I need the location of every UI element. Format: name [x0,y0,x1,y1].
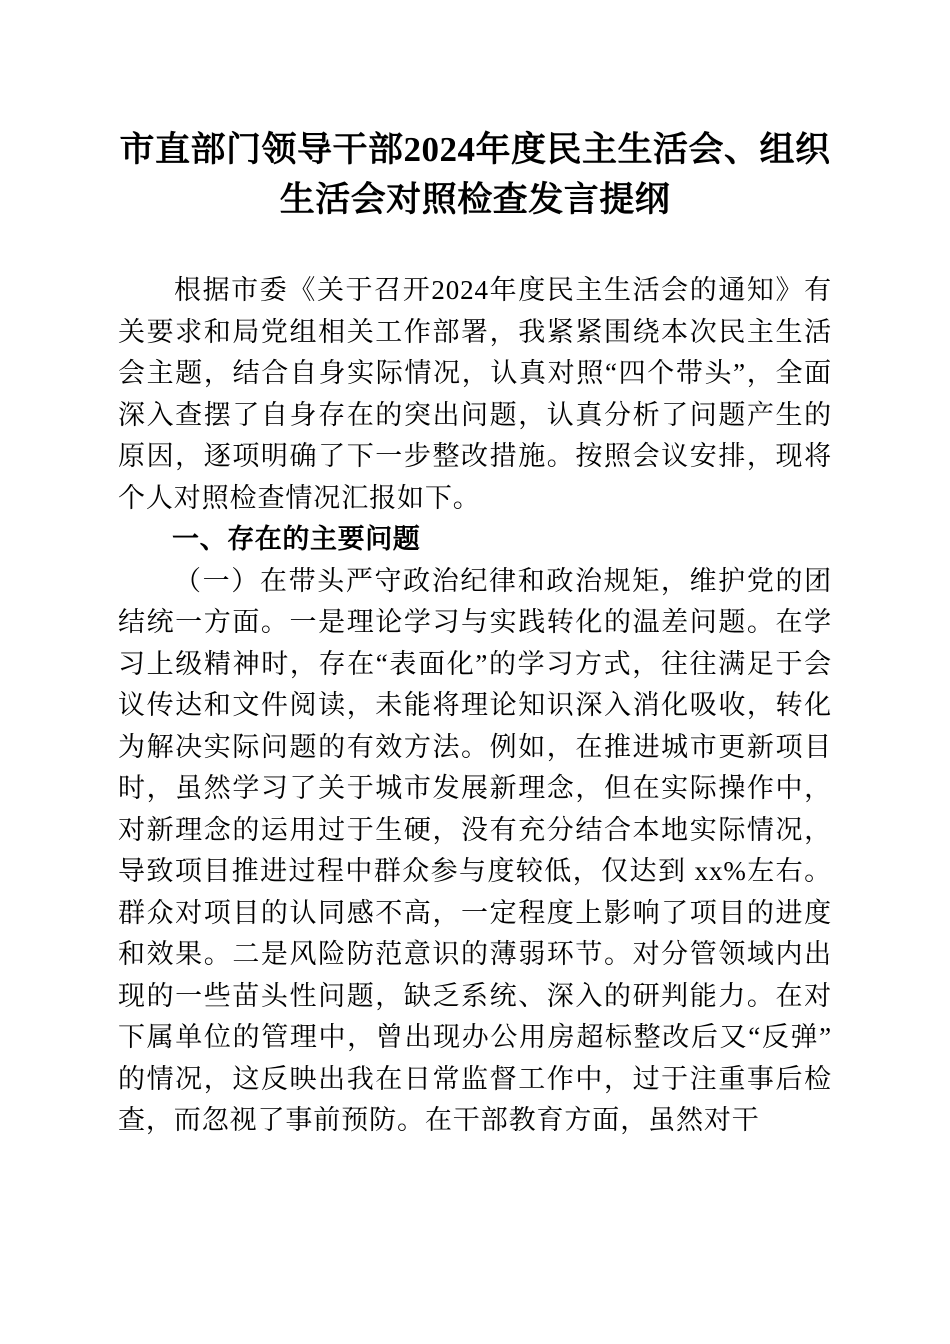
page-title: 市直部门领导干部2024年度民主生活会、组织生活会对照检查发言提纲 [119,130,831,219]
document-text-column [118,0,832,1142]
section-heading-main-problems: 一、存在的主要问题 [172,524,421,554]
paragraph-intro: 根据市委《关于召开2024年度民主生活会的通知》有关要求和局党组相关工作部署，我紧紧围绕本次民主生活会主题，结合自身实际情况，认真对照“四个带头”，全面深入查摆了自身存在的突出问题，认真分析了问题产生的原因，逐项明确了下一步整改措施。按照会议安排，现将个人对照检查情况汇报如下。 [118,275,832,513]
paragraph-section-1-item-1: （一）在带头严守政治纪律和政治规矩，维护党的团结统一方面。一是理论学习与实践转化的温差问题。在学习上级精神时，存在“表面化”的学习方式，往往满足于会议传达和文件阅读，未能将理论知识深入消化吸收，转化为解决实际问题的有效方法。例如，在推进城市更新项目时，虽然学习了关于城市发展新理念，但在实际操作中，对新理念的运用过于生硬，没有充分结合本地实际情况，导致项目推进过程中群众参与度较低，仅达到 xx%左右。群众对项目的认同感不高，一定程度上影响了项目的进度和效果。二是风险防范意识的薄弱环节。对分管领域内出现的一些苗头性问题，缺乏系统、深入的研判能力。在对下属单位的管理中，曾出现办公用房超标整改后又“反弹”的情况，这反映出我在日常监督工作中，过于注重事后检查，而忽视了事前预防。在干部教育方面，虽然对干 [118,565,832,1135]
